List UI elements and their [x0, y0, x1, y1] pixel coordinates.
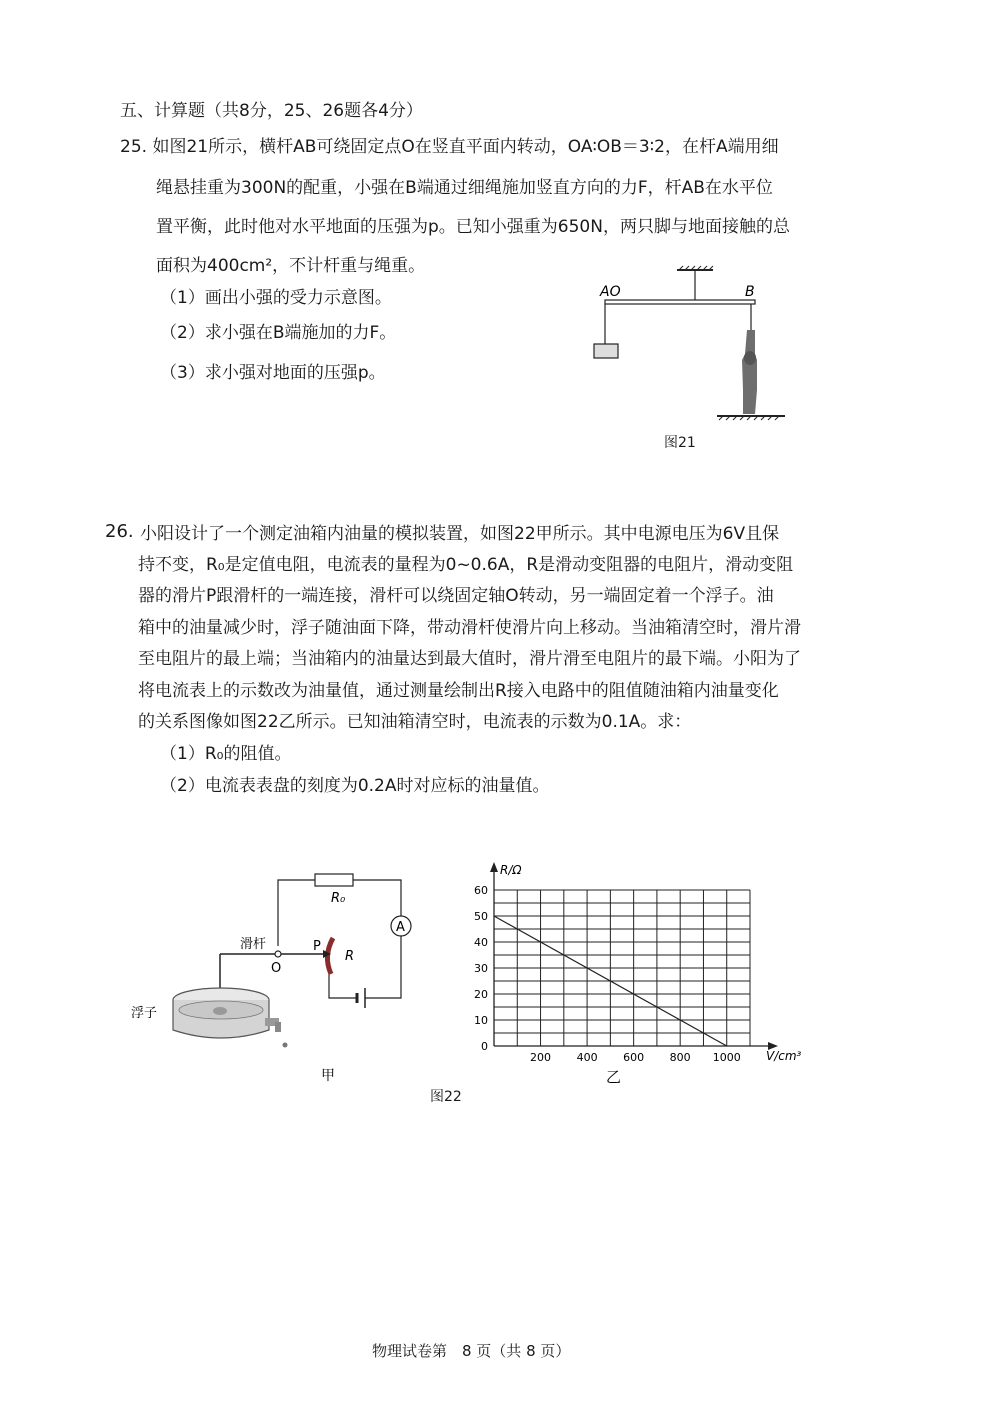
- y-tick-label: 10: [474, 1014, 488, 1027]
- figure-22-graph: [460, 850, 810, 1090]
- figure-22-caption: 图22: [430, 1089, 462, 1105]
- q25-sub-3: （3）求小强对地面的压强p。: [160, 363, 386, 383]
- figure-21-caption: 图21: [664, 435, 696, 451]
- q26-line-4: 箱中的油量减少时，浮子随油面下降，带动滑杆使滑片向上移动。当油箱清空时，滑片滑: [138, 618, 801, 638]
- x-tick-label: 200: [530, 1051, 552, 1064]
- pivot-label: O: [271, 961, 282, 976]
- q25-sub-1: （1）画出小强的受力示意图。: [160, 288, 392, 308]
- q26-line-2: 持不变，R₀是定值电阻，电流表的量程为0~0.6A，R是滑动变阻器的电阻片，滑动变阻: [138, 555, 794, 575]
- q26-number: 26.: [105, 521, 134, 542]
- slider-label: P: [313, 939, 321, 954]
- graph-caption: 乙: [606, 1068, 622, 1086]
- y-tick-label: 0: [481, 1040, 488, 1053]
- x-axis-label: V/cm³: [766, 1049, 802, 1063]
- x-tick-label: 400: [576, 1051, 598, 1064]
- page-footer: 物理试卷第 8 页（共 8 页）: [372, 1342, 571, 1360]
- label-b: B: [745, 284, 755, 300]
- q25-line-4: 面积为400cm²，不计杆重与绳重。: [156, 256, 426, 276]
- q26-line-1: 小阳设计了一个测定油箱内油量的模拟装置，如图22甲所示。其中电源电压为6V且保: [140, 524, 780, 544]
- y-axis-label: R/Ω: [500, 863, 522, 877]
- section-title: 五、计算题（共8分，25、26题各4分）: [120, 101, 423, 121]
- y-tick-label: 30: [474, 962, 488, 975]
- lever-label: 滑杆: [240, 937, 267, 952]
- y-tick-label: 20: [474, 988, 488, 1001]
- x-tick-label: 600: [623, 1051, 645, 1064]
- q25-sub-2: （2）求小强在B端施加的力F。: [160, 323, 397, 343]
- float-label: 浮子: [131, 1006, 158, 1021]
- q25-line-2: 绳悬挂重为300N的配重，小强在B端通过细绳施加竖直方向的力F，杆AB在水平位: [156, 178, 773, 198]
- q26-sub-1: （1）R₀的阻值。: [160, 744, 292, 764]
- q26-line-5: 至电阻片的最上端；当油箱内的油量达到最大值时，滑片滑至电阻片的最下端。小阳为了: [138, 649, 801, 669]
- q26-line-3: 器的滑片P跟滑杆的一端连接，滑杆可以绕固定轴O转动，另一端固定着一个浮子。油: [138, 586, 774, 606]
- x-tick-label: 1000: [712, 1051, 741, 1064]
- resistor-label: R: [345, 949, 355, 964]
- q26-sub-2: （2）电流表表盘的刻度为0.2A时对应标的油量值。: [160, 776, 550, 796]
- q25-line-3: 置平衡，此时他对水平地面的压强为p。已知小强重为650N，两只脚与地面接触的总: [156, 217, 790, 237]
- y-tick-label: 60: [474, 884, 488, 897]
- y-tick-label: 40: [474, 936, 488, 949]
- figure-21-lever: [585, 262, 805, 432]
- r0-label: R₀: [331, 891, 346, 906]
- label-ao: AO: [600, 284, 621, 300]
- circuit-caption: 甲: [321, 1068, 335, 1084]
- y-tick-label: 50: [474, 910, 488, 923]
- q25-line-1: 25. 如图21所示，横杆AB可绕固定点O在竖直平面内转动，OA∶OB＝3∶2，在杆A端用细: [120, 137, 779, 157]
- x-tick-label: 800: [669, 1051, 691, 1064]
- q26-line-6: 将电流表上的示数改为油量值，通过测量绘制出R接入电路中的阻值随油箱内油量变化: [138, 681, 779, 701]
- q26-line-7: 的关系图像如图22乙所示。已知油箱清空时，电流表的示数为0.1A。求：: [138, 712, 692, 732]
- ammeter-label: A: [396, 920, 405, 935]
- y-axis-arrow: [490, 862, 498, 872]
- figure-22-circuit: [125, 860, 425, 1090]
